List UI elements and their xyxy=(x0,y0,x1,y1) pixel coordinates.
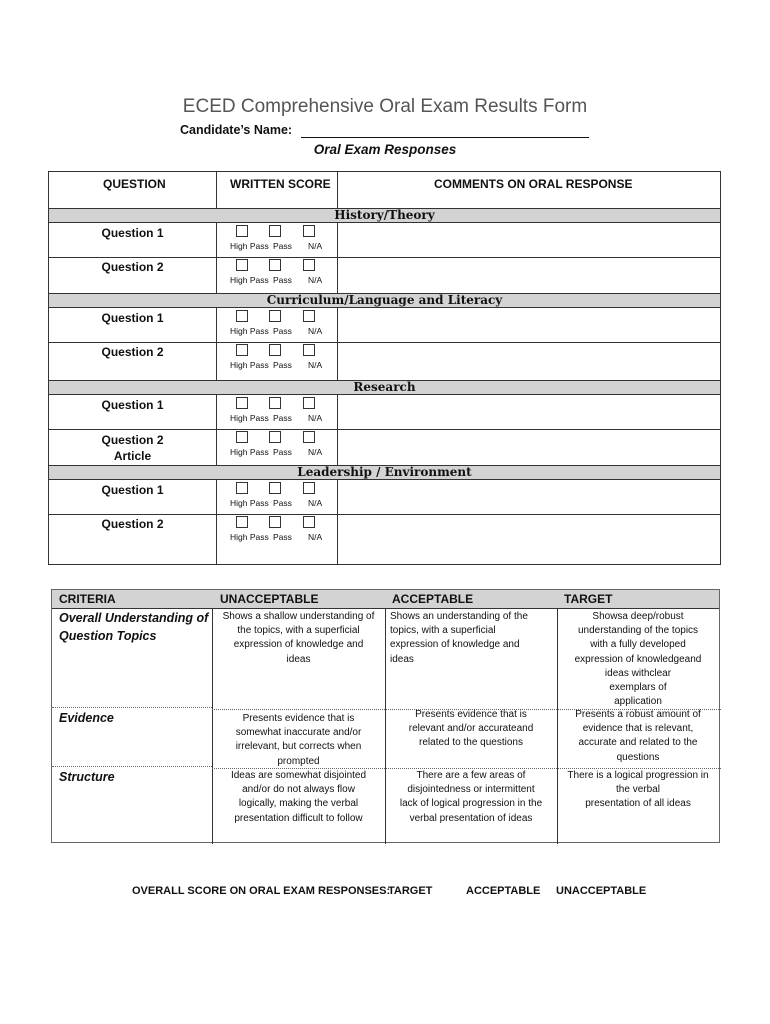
rubric-cell-unacceptable xyxy=(217,610,380,667)
column-divider xyxy=(216,514,217,565)
column-divider xyxy=(216,429,217,465)
column-divider xyxy=(337,395,338,429)
column-divider xyxy=(216,395,217,429)
form-subtitle: Oral Exam Responses xyxy=(313,142,457,157)
rubric-cell-line: ideas withclear xyxy=(604,667,672,679)
rubric-cell-line: the topics, with a superficial xyxy=(237,625,360,637)
rubric-cell-line: presentation of all ideas xyxy=(585,798,691,810)
pass-label: Pass xyxy=(273,413,292,423)
pass-checkbox[interactable] xyxy=(269,225,281,237)
na-label: N/A xyxy=(308,532,323,542)
na-checkbox[interactable] xyxy=(303,225,315,237)
comment-field[interactable] xyxy=(339,257,720,293)
high-pass-label: High Pass xyxy=(230,275,269,285)
section-header-2: Curriculum/Language and Literacy xyxy=(49,293,720,308)
comment-field[interactable] xyxy=(339,514,720,565)
column-divider xyxy=(337,429,338,465)
rubric-table xyxy=(51,589,720,843)
criteria-label: Question Topics xyxy=(59,629,157,643)
comment-field[interactable] xyxy=(339,480,720,514)
col-header-comments: COMMENTS ON ORAL RESPONSE xyxy=(434,177,633,191)
column-divider xyxy=(337,308,338,342)
question-label: Question 1 xyxy=(101,226,164,240)
rubric-header-criteria: CRITERIA xyxy=(59,592,116,606)
score-checkboxes xyxy=(236,225,326,238)
high-pass-label: High Pass xyxy=(230,326,269,336)
na-label: N/A xyxy=(308,275,323,285)
section-header-4: Leadership / Environment xyxy=(49,465,720,480)
question-label: Question 1 xyxy=(101,311,164,325)
question-label: Question 1 xyxy=(101,483,164,497)
rubric-cell-line: the verbal xyxy=(616,784,660,796)
na-label: N/A xyxy=(308,360,323,370)
overall-option-target[interactable]: TARGET xyxy=(388,885,433,897)
question-label: Question 1 xyxy=(101,398,164,412)
col-header-question: QUESTION xyxy=(103,177,166,191)
score-checkboxes xyxy=(236,344,326,357)
score-checkboxes xyxy=(236,516,326,529)
comment-field[interactable] xyxy=(339,308,720,342)
column-divider xyxy=(216,480,217,514)
high-pass-label: High Pass xyxy=(230,447,269,457)
section-header-3: Research xyxy=(49,380,720,395)
na-checkbox[interactable] xyxy=(303,310,315,322)
rubric-cell-line: with a fully developed xyxy=(590,639,686,651)
high-pass-label: High Pass xyxy=(230,532,269,542)
pass-checkbox[interactable] xyxy=(269,397,281,409)
na-checkbox[interactable] xyxy=(303,259,315,271)
rubric-cell-line: ideas xyxy=(286,653,311,665)
pass-label: Pass xyxy=(273,241,292,251)
na-label: N/A xyxy=(308,413,323,423)
na-label: N/A xyxy=(308,326,323,336)
rubric-cell-line: ideas xyxy=(390,653,414,665)
high-pass-checkbox[interactable] xyxy=(236,482,248,494)
column-divider xyxy=(557,608,558,844)
question-label: Question 2 xyxy=(101,433,164,447)
na-label: N/A xyxy=(308,241,323,251)
rubric-cell-line: Presents evidence that is xyxy=(415,709,527,720)
column-divider xyxy=(337,257,338,293)
rubric-cell-unacceptable xyxy=(217,712,380,769)
criteria-label: Evidence xyxy=(59,711,114,725)
column-divider xyxy=(216,257,217,293)
rubric-header-target: TARGET xyxy=(564,592,613,606)
na-label: N/A xyxy=(308,447,323,457)
pass-label: Pass xyxy=(273,360,292,370)
rubric-header-acceptable: ACCEPTABLE xyxy=(392,592,474,606)
pass-checkbox[interactable] xyxy=(269,431,281,443)
rubric-cell-line: presentation difficult to follow xyxy=(234,812,363,824)
rubric-cell-line: irrelevant, but corrects when xyxy=(235,741,362,753)
question-label: Question 2 xyxy=(101,517,164,531)
overall-option-unacceptable[interactable]: UNACCEPTABLE xyxy=(556,885,647,897)
column-divider xyxy=(337,342,338,380)
pass-label: Pass xyxy=(273,498,292,508)
rubric-cell-line: understanding of the topics xyxy=(577,625,699,637)
rubric-cell-line: related to the questions xyxy=(419,737,523,749)
comment-field[interactable] xyxy=(339,395,720,429)
column-divider xyxy=(337,514,338,565)
oral-responses-table xyxy=(48,171,721,565)
rubric-cell-line: evidence that is relevant, xyxy=(582,723,694,735)
rubric-header-row xyxy=(52,590,719,609)
pass-checkbox[interactable] xyxy=(269,310,281,322)
rubric-cell-line: expression of knowledgeand xyxy=(574,653,702,665)
rubric-cell-target xyxy=(562,708,714,765)
pass-label: Pass xyxy=(273,326,292,336)
column-divider xyxy=(216,308,217,342)
pass-label: Pass xyxy=(273,447,292,457)
column-divider xyxy=(385,608,386,844)
comment-field[interactable] xyxy=(339,429,720,465)
high-pass-label: High Pass xyxy=(230,413,269,423)
score-checkboxes xyxy=(236,259,326,272)
rubric-cell-line: logically, making the verbal xyxy=(238,798,359,810)
high-pass-checkbox[interactable] xyxy=(236,516,248,528)
column-divider xyxy=(212,608,213,844)
score-checkboxes xyxy=(236,397,326,410)
rubric-cell-line: Presents evidence that is xyxy=(242,713,355,724)
rubric-cell-target xyxy=(562,610,714,709)
rubric-cell-line: Ideas are somewhat disjointed xyxy=(230,770,367,781)
rubric-cell-line: prompted xyxy=(277,755,320,767)
rubric-cell-line: expression of knowledge and xyxy=(390,639,520,651)
rubric-cell-line: lack of logical progression in the xyxy=(399,798,543,810)
high-pass-label: High Pass xyxy=(230,241,269,251)
form-title: ECED Comprehensive Oral Exam Results Form xyxy=(182,96,588,117)
comment-field[interactable] xyxy=(339,342,720,380)
rubric-cell-line: and/or do not always flow xyxy=(242,784,355,796)
rubric-cell-line: accurate and related to the xyxy=(578,737,698,749)
rubric-cell-line: exemplars of xyxy=(609,682,667,694)
rubric-cell-acceptable xyxy=(390,769,552,826)
rubric-cell-line: application xyxy=(614,696,662,708)
column-divider xyxy=(337,223,338,257)
high-pass-checkbox[interactable] xyxy=(236,344,248,356)
rubric-cell-line: Showsa deep/robust xyxy=(592,611,684,622)
col-header-written-score: WRITTEN SCORE xyxy=(230,177,331,191)
column-divider xyxy=(216,342,217,380)
rubric-header-unacceptable: UNACCEPTABLE xyxy=(220,592,319,606)
na-checkbox[interactable] xyxy=(303,482,315,494)
overall-option-acceptable[interactable]: ACCEPTABLE xyxy=(466,885,541,897)
rubric-cell-unacceptable xyxy=(217,769,380,826)
rubric-cell-target xyxy=(562,769,714,812)
overall-score-label: OVERALL SCORE ON ORAL EXAM RESPONSES: xyxy=(132,885,391,897)
criteria-label: Overall Understanding of xyxy=(59,611,209,625)
question-sublabel: Article xyxy=(113,449,152,463)
na-checkbox[interactable] xyxy=(303,344,315,356)
rubric-cell-line: Shows an understanding of the xyxy=(390,611,528,622)
question-label: Question 2 xyxy=(101,345,164,359)
rubric-cell-acceptable xyxy=(390,610,552,667)
pass-checkbox[interactable] xyxy=(269,482,281,494)
rubric-cell-line: topics, with a superficial xyxy=(390,625,496,637)
column-divider xyxy=(216,172,217,208)
column-divider xyxy=(216,223,217,257)
rubric-cell-line: somewhat inaccurate and/or xyxy=(235,727,362,739)
rubric-cell-line: verbal presentation of ideas xyxy=(409,812,533,824)
candidate-name-label: Candidate’s Name: xyxy=(180,123,293,137)
na-checkbox[interactable] xyxy=(303,431,315,443)
rubric-cell-line: Shows a shallow understanding of xyxy=(222,611,375,622)
high-pass-checkbox[interactable] xyxy=(236,431,248,443)
pass-checkbox[interactable] xyxy=(269,344,281,356)
candidate-name-field[interactable] xyxy=(301,137,589,138)
rubric-cell-line: questions xyxy=(616,751,660,763)
pass-label: Pass xyxy=(273,532,292,542)
pass-checkbox[interactable] xyxy=(269,516,281,528)
column-divider xyxy=(337,172,338,208)
rubric-cell-line: expression of knowledge and xyxy=(233,639,364,651)
na-checkbox[interactable] xyxy=(303,397,315,409)
rubric-cell-line: There are a few areas of xyxy=(416,770,526,781)
pass-checkbox[interactable] xyxy=(269,259,281,271)
score-checkboxes xyxy=(236,310,326,323)
score-checkboxes xyxy=(236,431,326,444)
question-label: Question 2 xyxy=(101,260,164,274)
rubric-cell-line: Presents a robust amount of xyxy=(575,709,701,720)
pass-label: Pass xyxy=(273,275,292,285)
high-pass-label: High Pass xyxy=(230,498,269,508)
high-pass-checkbox[interactable] xyxy=(236,225,248,237)
high-pass-checkbox[interactable] xyxy=(236,397,248,409)
na-checkbox[interactable] xyxy=(303,516,315,528)
high-pass-label: High Pass xyxy=(230,360,269,370)
row-divider xyxy=(52,707,212,708)
high-pass-checkbox[interactable] xyxy=(236,310,248,322)
column-divider xyxy=(337,480,338,514)
comment-field[interactable] xyxy=(339,223,720,257)
score-checkboxes xyxy=(236,482,326,495)
section-header-1: History/Theory xyxy=(49,208,720,223)
na-label: N/A xyxy=(308,498,323,508)
rubric-cell-acceptable xyxy=(390,708,552,751)
high-pass-checkbox[interactable] xyxy=(236,259,248,271)
criteria-label: Structure xyxy=(59,770,115,784)
rubric-cell-line: relevant and/or accurateand xyxy=(408,723,534,735)
rubric-cell-line: disjointedness or intermittent xyxy=(407,784,535,796)
rubric-cell-line: There is a logical progression in xyxy=(567,770,709,781)
row-divider xyxy=(52,766,212,767)
